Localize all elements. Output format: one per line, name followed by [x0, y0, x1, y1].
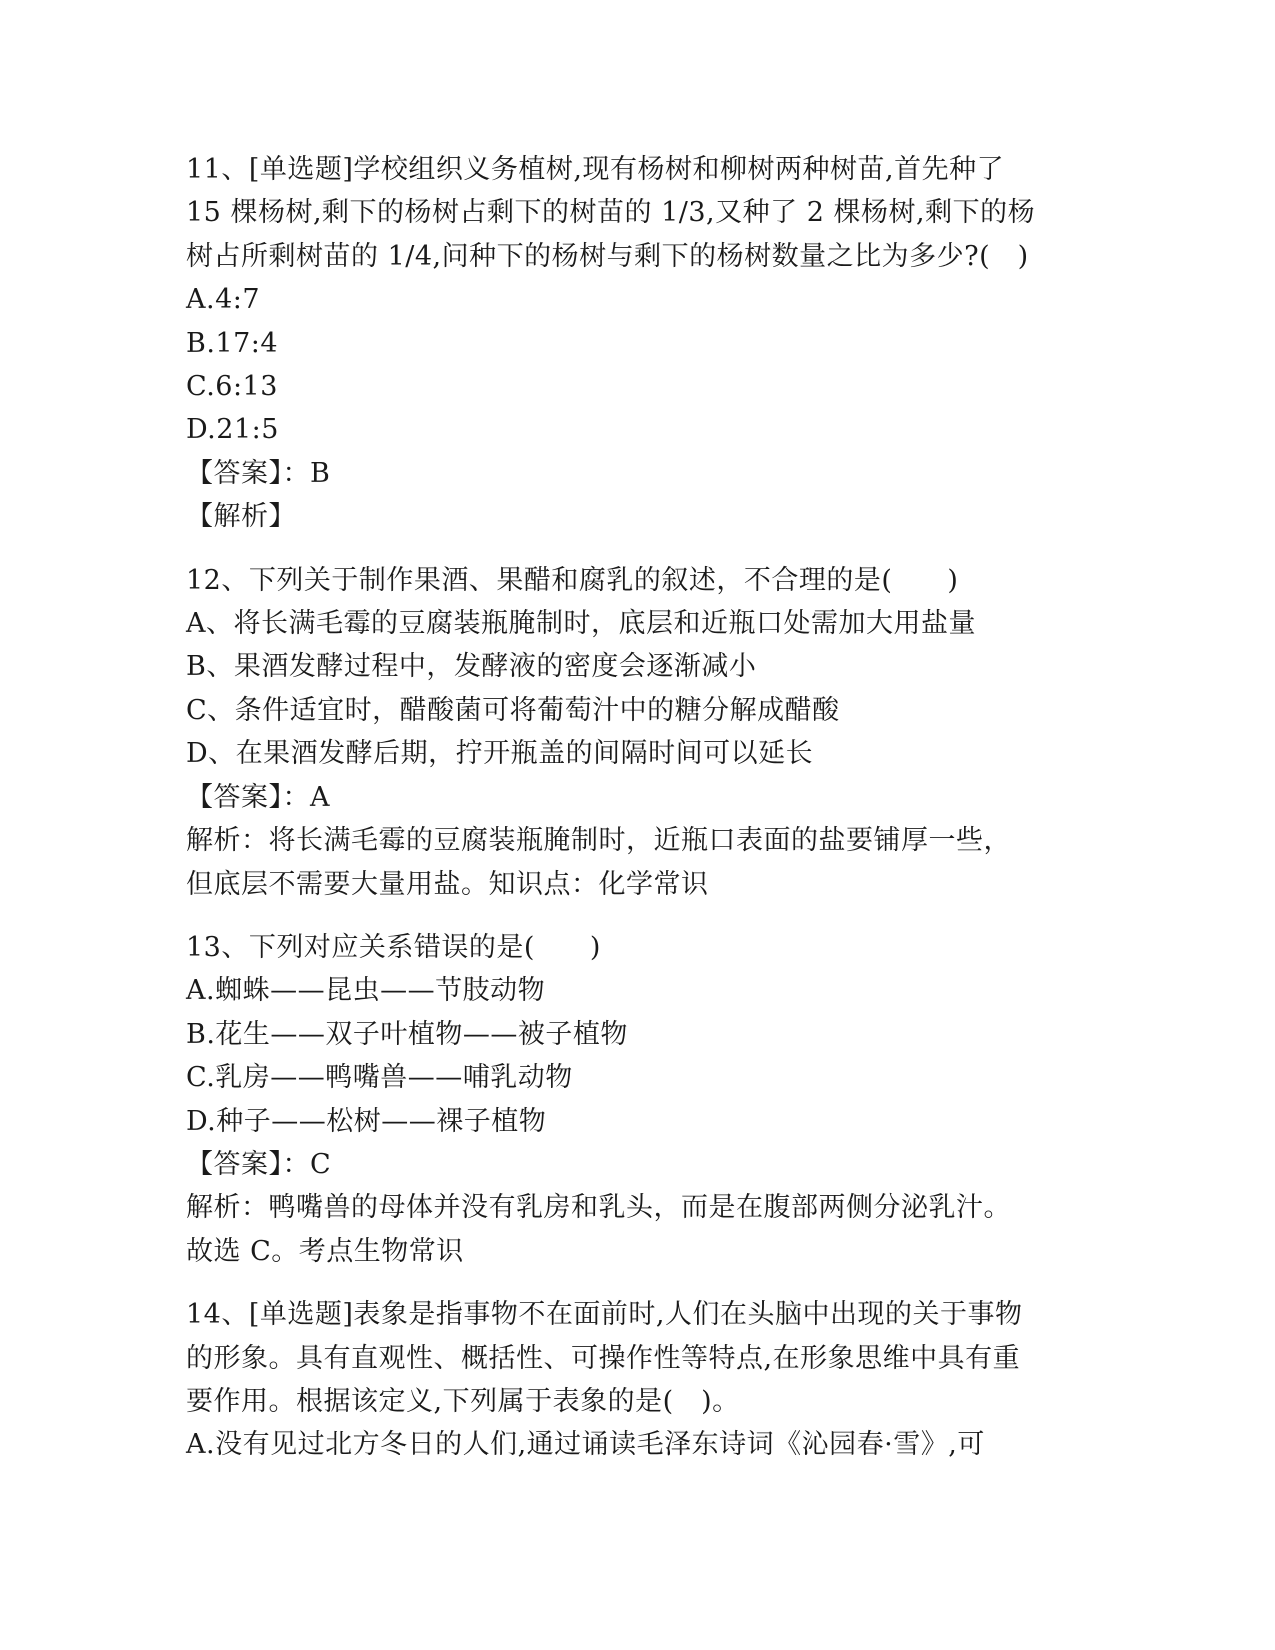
answer-line: 【答案】：B — [186, 457, 331, 489]
question-stem-line: 12、下列关于制作果酒、果醋和腐乳的叙述，不合理的是( ) — [186, 564, 959, 596]
question-14 — [186, 1293, 1086, 1467]
option-a: A.4:7 — [186, 284, 261, 316]
option-c: C、条件适宜时，醋酸菌可将葡萄汁中的糖分解成醋酸 — [186, 694, 840, 726]
option-d: D.21:5 — [186, 414, 279, 446]
question-stem-line: 13、下列对应关系错误的是( ) — [186, 931, 601, 963]
option-b: B.17:4 — [186, 327, 279, 359]
question-stem-line: 的形象。具有直观性、概括性、可操作性等特点,在形象思维中具有重 — [186, 1342, 1021, 1374]
answer-line: 【答案】：C — [186, 1148, 332, 1180]
question-stem-line: 15 棵杨树,剩下的杨树占剩下的树苗的 1/3,又种了 2 棵杨树,剩下的杨 — [186, 197, 1036, 229]
question-stem-line: 11、[单选题]学校组织义务植树,现有杨树和柳树两种树苗,首先种了 — [186, 154, 1005, 185]
option-d: D.种子——松树——裸子植物 — [186, 1105, 547, 1137]
option-b: B.花生——双子叶植物——被子植物 — [186, 1018, 628, 1050]
question-11 — [186, 148, 1086, 539]
option-d: D、在果酒发酵后期，拧开瓶盖的间隔时间可以延长 — [186, 738, 814, 770]
question-stem-line: 树占所剩树苗的 1/4,问种下的杨树与剩下的杨树数量之比为多少?( ) — [186, 240, 1029, 272]
document-body — [186, 148, 1086, 1487]
option-b: B、果酒发酵过程中，发酵液的密度会逐渐减小 — [186, 651, 757, 683]
option-a: A.没有见过北方冬日的人们,通过诵读毛泽东诗词《沁园春·雪》,可 — [186, 1429, 985, 1461]
question-13 — [186, 926, 1086, 1273]
option-a: A、将长满毛霉的豆腐装瓶腌制时，底层和近瓶口处需加大用盐量 — [186, 608, 976, 640]
option-a: A.蜘蛛——昆虫——节肢动物 — [186, 975, 546, 1007]
analysis-line: 但底层不需要大量用盐。知识点：化学常识 — [186, 868, 709, 900]
answer-line: 【答案】：A — [186, 781, 330, 813]
analysis-line: 解析：将长满毛霉的豆腐装瓶腌制时，近瓶口表面的盐要铺厚一些， — [186, 825, 1011, 857]
analysis-line: 【解析】 — [186, 501, 296, 533]
question-stem-line: 14、[单选题]表象是指事物不在面前时,人们在头脑中出现的关于事物 — [186, 1299, 1023, 1331]
option-c: C.6:13 — [186, 371, 278, 403]
option-c: C.乳房——鸭嘴兽——哺乳动物 — [186, 1062, 573, 1094]
analysis-line: 解析：鸭嘴兽的母体并没有乳房和乳头，而是在腹部两侧分泌乳汁。 — [186, 1192, 1011, 1224]
question-stem-line: 要作用。根据该定义,下列属于表象的是( )。 — [186, 1385, 740, 1417]
analysis-line: 故选 C。考点生物常识 — [186, 1235, 464, 1267]
question-12 — [186, 559, 1086, 906]
